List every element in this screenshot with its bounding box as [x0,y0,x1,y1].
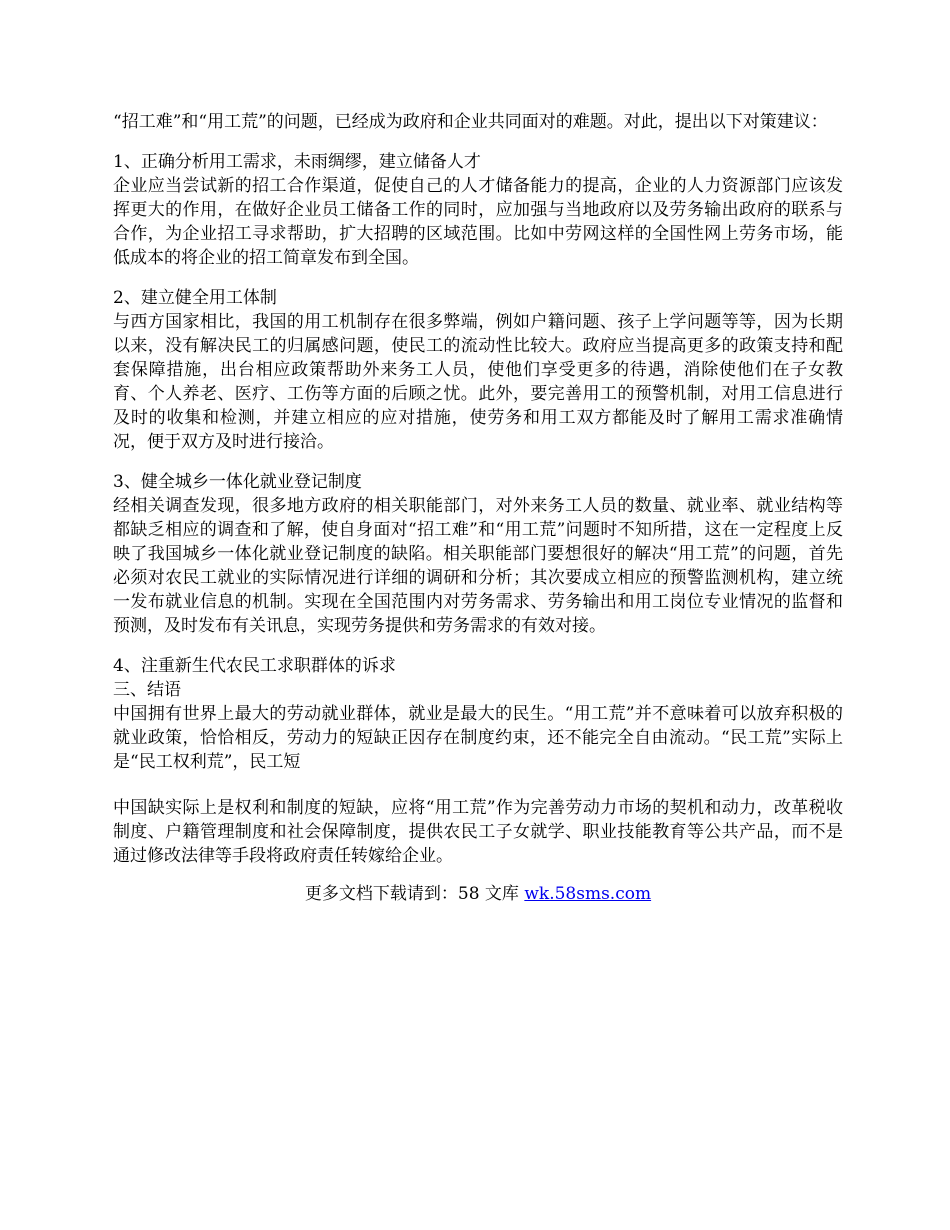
section-3-heading: 3、健全城乡一体化就业登记制度 [113,472,362,492]
intro-paragraph: “招工难”和“用工荒”的问题，已经成为政府和企业共同面对的难题。对此，提出以下对策建议： [113,112,828,132]
section-2-paragraph: 与西方国家相比，我国的用工机制存在很多弊端，例如户籍问题、孩子上学问题等等，因为长期以来，没有解决民工的归属感问题，使民工的流动性比较大。政府应当提高更多的政策支持和配套保障措施，出台相应政策帮助外来务工人员，使他们享受更多的待遇，消除使他们在子女教育、个人养老、医疗、工伤等方面的后顾之忧。此外，要完善用工的预警机制，对用工信息进行及时的收集和检测，并建立相应的应对措施，使劳务和用工双方都能及时了解用工需求准确情况，便于双方及时进行接洽。 [113,312,843,452]
footer-link[interactable]: wk.58sms.com [524,884,652,904]
document-page [113,110,843,906]
footer-text: 更多文档下载请到：58 文库 [304,884,525,904]
final-paragraph: 中国缺实际上是权利和制度的短缺，应将“用工荒”作为完善劳动力市场的契机和动力，改革税收制度、户籍管理制度和社会保障制度，提供农民工子女就学、职业技能教育等公共产品，而不是通过修改法律等手段将政府责任转嫁给企业。 [113,798,843,866]
section-2-heading: 2、建立健全用工体制 [113,288,277,308]
download-footer [113,882,843,906]
section-3-paragraph: 经相关调查发现，很多地方政府的相关职能部门，对外来务工人员的数量、就业率、就业结构等都缺乏相应的调查和了解，使自身面对“招工难”和“用工荒”问题时不知所措，这在一定程度上反映了我国城乡一体化就业登记制度的缺陷。相关职能部门要想很好的解决“用工荒”的问题，首先必须对农民工就业的实际情况进行详细的调研和分析；其次要成立相应的预警监测机构，建立统一发布就业信息的机制。实现在全国范围内对劳务需求、劳务输出和用工岗位专业情况的监督和预测，及时发布有关讯息，实现劳务提供和劳务需求的有效对接。 [113,496,843,636]
section-4-heading: 4、注重新生代农民工求职群体的诉求 [113,656,396,676]
section-1-heading: 1、正确分析用工需求，未雨绸缪，建立储备人才 [113,152,481,172]
conclusion-paragraph: 中国拥有世界上最大的劳动就业群体，就业是最大的民生。“用工荒”并不意味着可以放弃积极的就业政策，恰恰相反，劳动力的短缺正因存在制度约束，还不能完全自由流动。“民工荒”实际上是“民工权利荒”，民工短 [113,704,843,772]
section-1-paragraph: 企业应当尝试新的招工合作渠道，促使自己的人才储备能力的提高，企业的人力资源部门应该发挥更大的作用，在做好企业员工储备工作的同时，应加强与当地政府以及劳务输出政府的联系与合作，为企业招工寻求帮助，扩大招聘的区域范围。比如中劳网这样的全国性网上劳务市场，能低成本的将企业的招工简章发布到全国。 [113,176,843,268]
conclusion-heading: 三、结语 [113,680,181,700]
